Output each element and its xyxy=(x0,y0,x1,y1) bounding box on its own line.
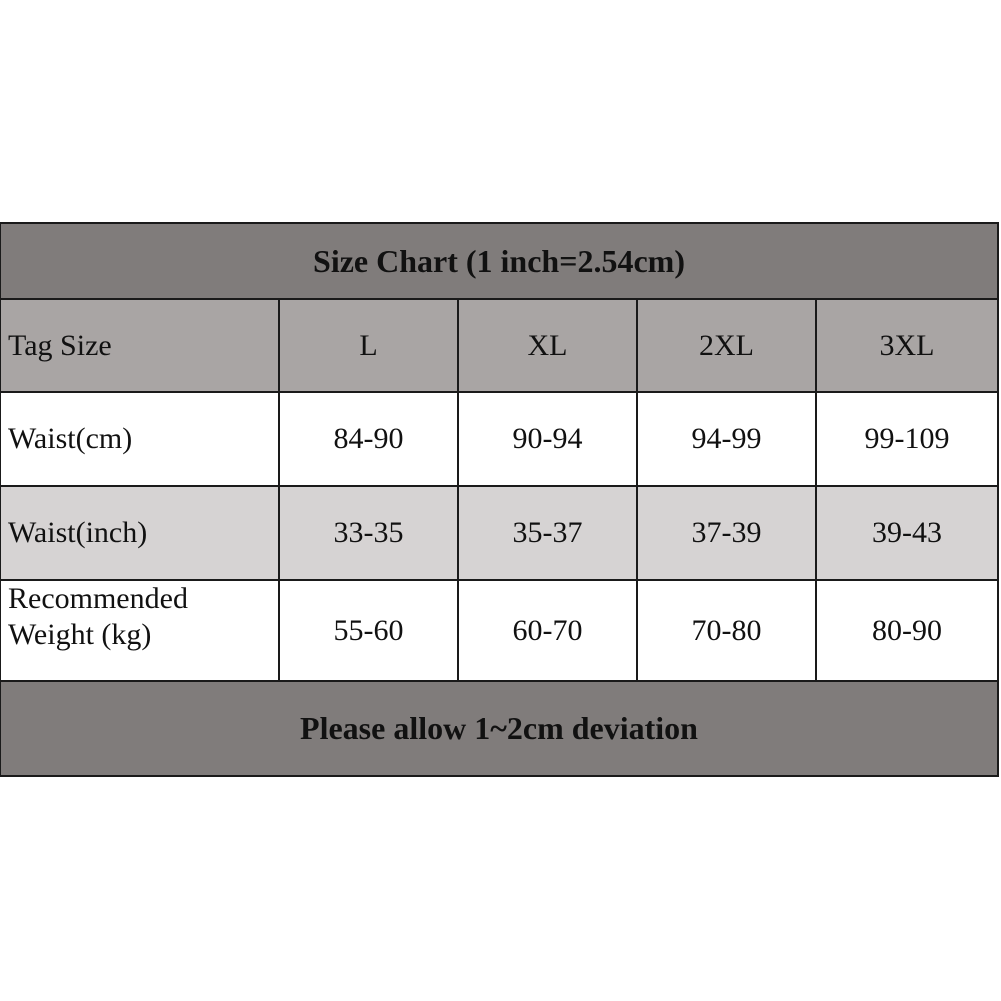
table-cell: 70-80 xyxy=(638,581,817,680)
deviation-note: Please allow 1~2cm deviation xyxy=(1,680,997,775)
table-cell: 84-90 xyxy=(280,393,459,487)
header-cell-size: XL xyxy=(459,300,638,393)
header-cell-size: 2XL xyxy=(638,300,817,393)
size-grid xyxy=(1,300,997,680)
header-cell-size: L xyxy=(280,300,459,393)
table-cell: 90-94 xyxy=(459,393,638,487)
header-cell-size: 3XL xyxy=(817,300,997,393)
header-cell-tag-size: Tag Size xyxy=(1,300,280,393)
table-cell: 35-37 xyxy=(459,487,638,581)
table-cell: 80-90 xyxy=(817,581,997,680)
table-cell: 33-35 xyxy=(280,487,459,581)
table-cell: 55-60 xyxy=(280,581,459,680)
table-cell: 60-70 xyxy=(459,581,638,680)
size-chart-table xyxy=(0,222,999,777)
table-cell: 94-99 xyxy=(638,393,817,487)
table-cell: 99-109 xyxy=(817,393,997,487)
table-cell: 37-39 xyxy=(638,487,817,581)
row-label-line: Recommended xyxy=(8,582,188,615)
row-label-line: Weight (kg) xyxy=(8,618,152,651)
row-label-waist-cm: Waist(cm) xyxy=(1,393,280,487)
row-label-recommended-weight xyxy=(1,581,280,680)
table-cell: 39-43 xyxy=(817,487,997,581)
row-label-waist-inch: Waist(inch) xyxy=(1,487,280,581)
chart-title: Size Chart (1 inch=2.54cm) xyxy=(1,224,997,300)
